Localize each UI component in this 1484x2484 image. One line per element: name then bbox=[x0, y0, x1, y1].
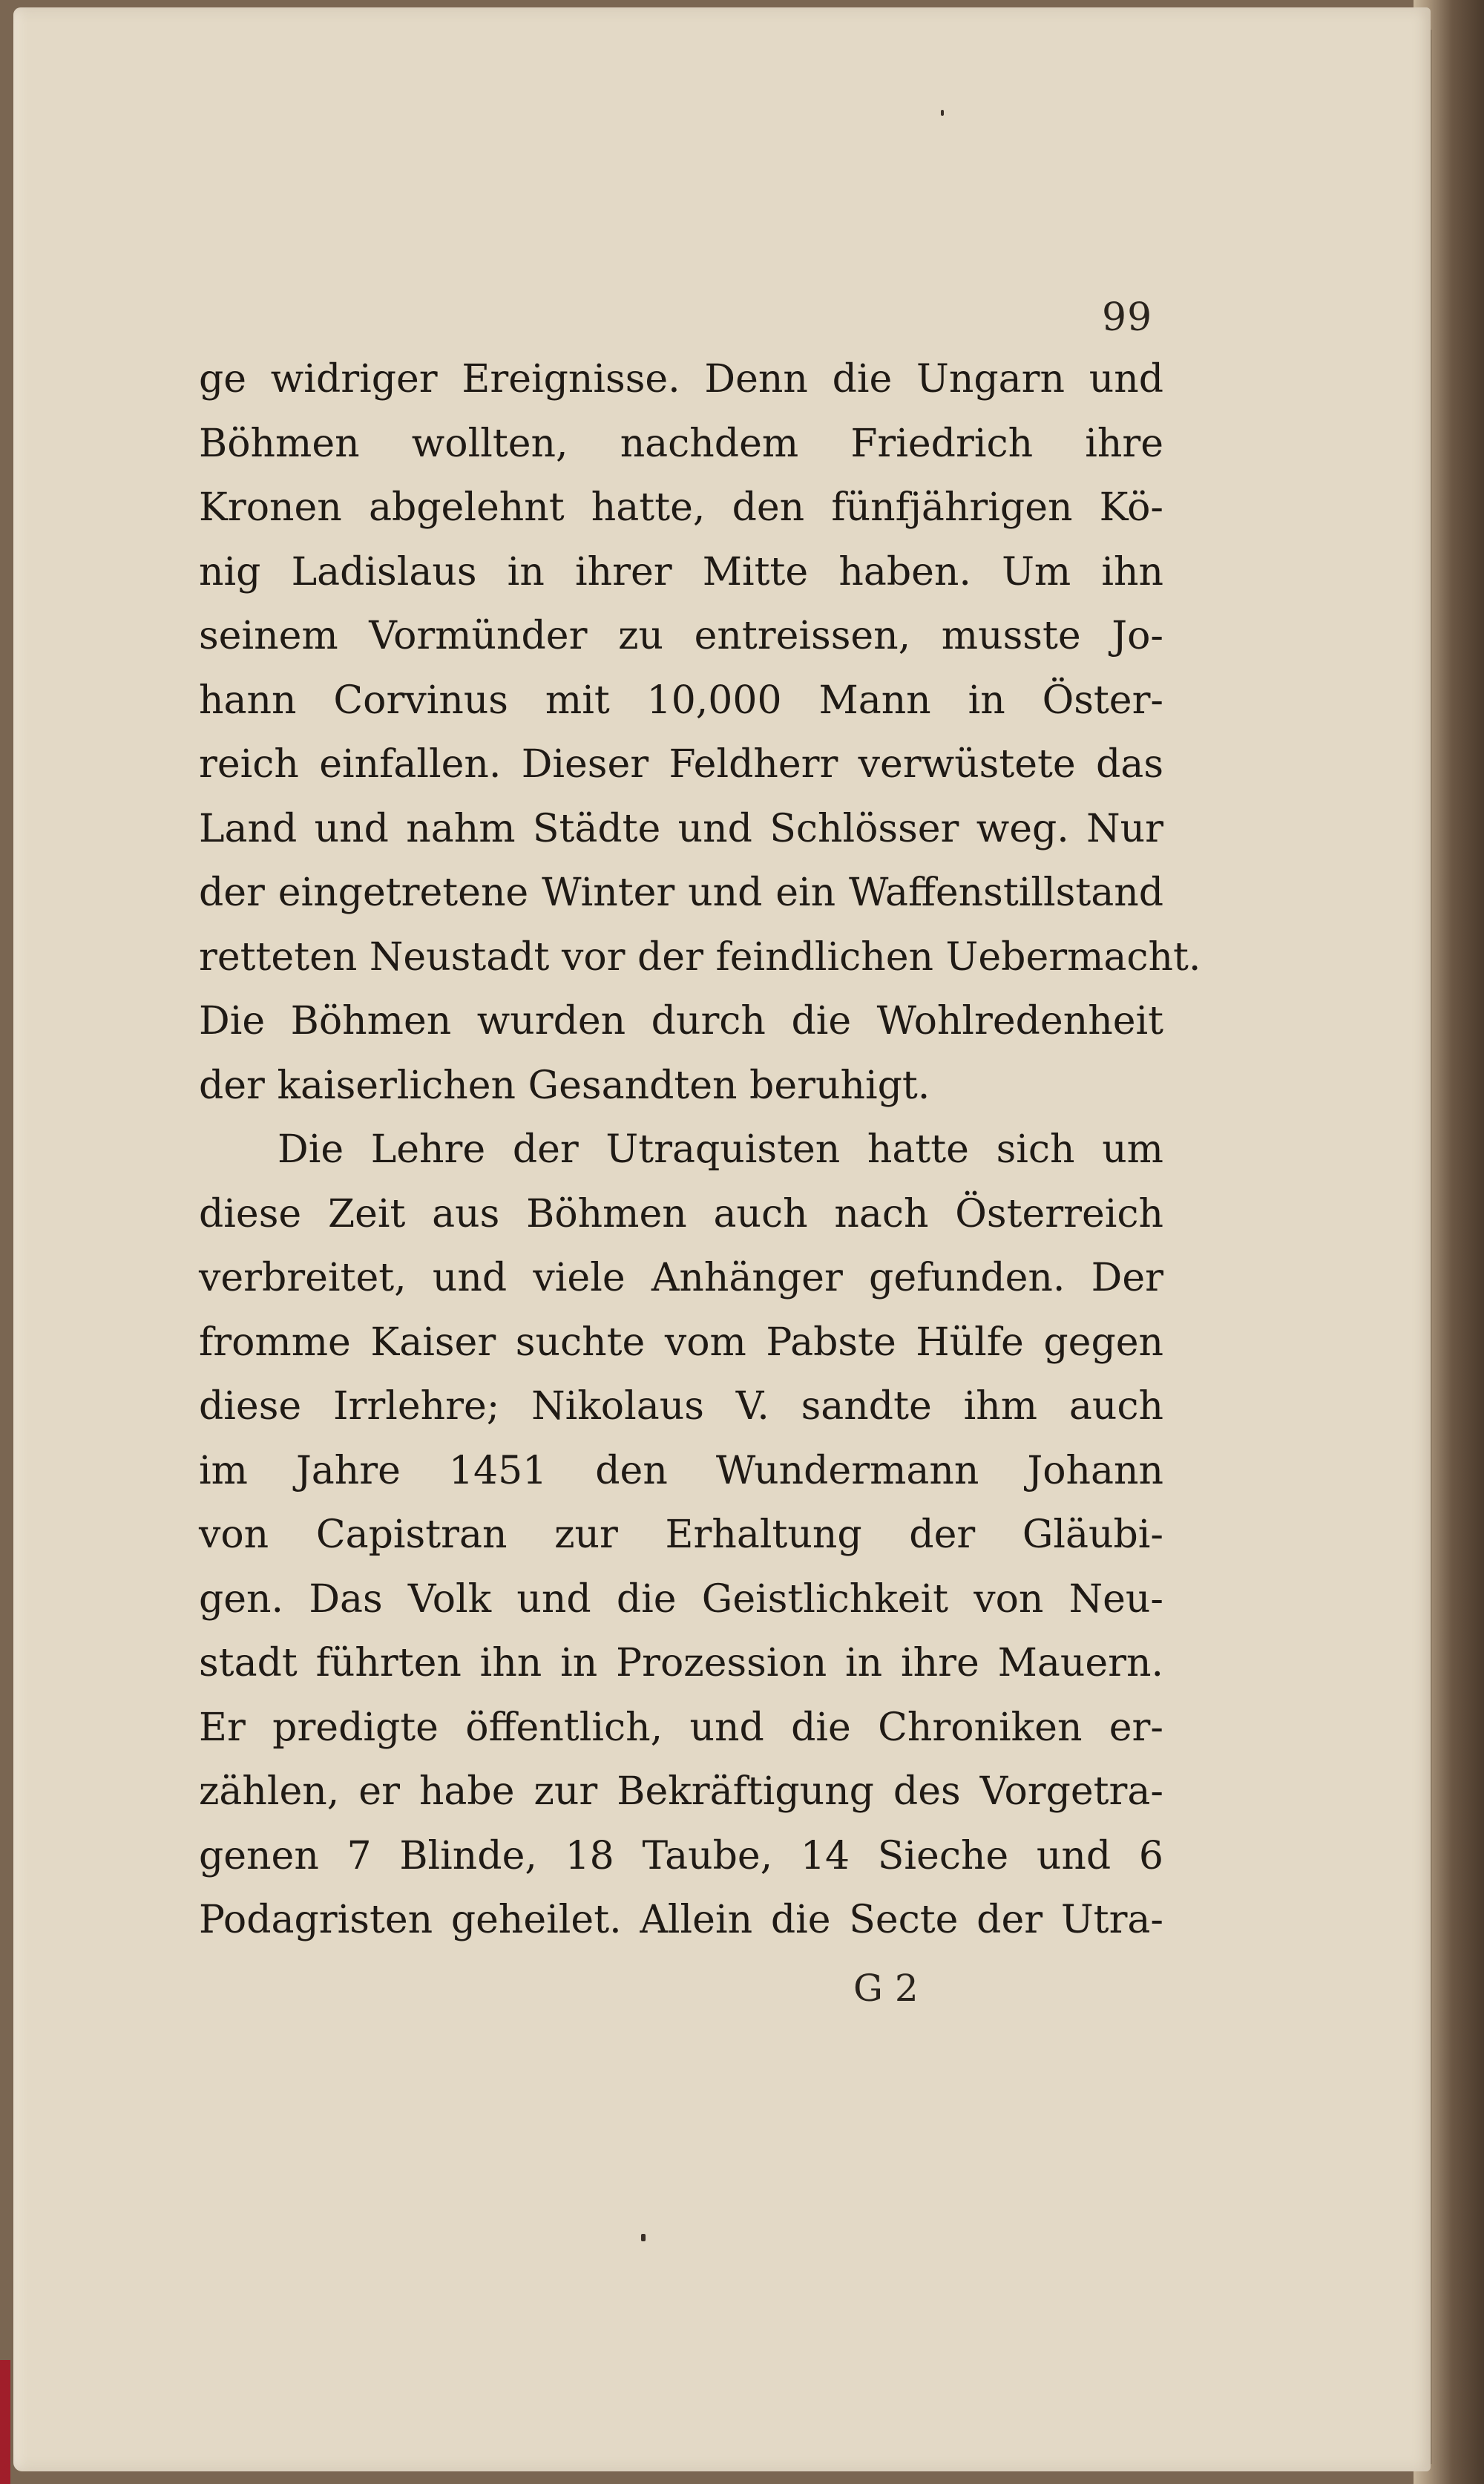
paper-speck bbox=[641, 2234, 646, 2241]
text-line: fromme Kaiser suchte vom Pabste Hülfe gegen bbox=[199, 1320, 1163, 1365]
body-text bbox=[199, 347, 1201, 1953]
page-number: 99 bbox=[1102, 295, 1153, 340]
text-line: verbreitet, und viele Anhänger gefunden. Der bbox=[199, 1256, 1163, 1300]
text-line: hann Corvinus mit 10,000 Mann in Öster- bbox=[199, 678, 1163, 723]
text-line: Kronen abgelehnt hatte, den fünfjährigen Kö- bbox=[199, 485, 1163, 530]
text-line: gen. Das Volk und die Geistlichkeit von Neu- bbox=[199, 1576, 1163, 1622]
text-line: retteten Neustadt vor der feindlichen Uebermacht. bbox=[199, 934, 1201, 980]
text-line: seinem Vormünder zu entreissen, musste Jo- bbox=[199, 614, 1163, 658]
bookmark-ribbon bbox=[0, 2360, 10, 2484]
text-line: diese Irrlehre; Nikolaus V. sandte ihm auch bbox=[199, 1384, 1163, 1429]
paragraph-start-line: Die Lehre der Utraquisten hatte sich um bbox=[278, 1127, 1163, 1172]
text-line: ge widriger Ereignisse. Denn die Ungarn und bbox=[199, 357, 1163, 402]
text-line: zählen, er habe zur Bekräftigung des Vorgetra- bbox=[199, 1769, 1163, 1814]
text-line: nig Ladislaus in ihrer Mitte haben. Um ihn bbox=[199, 549, 1163, 594]
text-line: stadt führten ihn in Prozession in ihre Mauern. bbox=[199, 1641, 1163, 1685]
text-line: diese Zeit aus Böhmen auch nach Österreich bbox=[199, 1191, 1163, 1236]
text-line: Er predigte öffentlich, und die Chroniken er- bbox=[199, 1705, 1163, 1750]
text-line: genen 7 Blinde, 18 Taube, 14 Sieche und 6 bbox=[199, 1833, 1163, 1878]
text-line: von Capistran zur Erhaltung der Gläubi- bbox=[199, 1513, 1163, 1557]
paper-speck bbox=[941, 110, 944, 116]
paragraph-end-line: der kaiserlichen Gesandten beruhigt. bbox=[199, 1063, 930, 1108]
text-line: Land und nahm Städte und Schlösser weg. Nur bbox=[199, 806, 1163, 851]
printer-signature-mark: G 2 bbox=[853, 1967, 919, 2010]
text-line: Böhmen wollten, nachdem Friedrich ihre bbox=[199, 421, 1163, 466]
text-line: im Jahre 1451 den Wundermann Johann bbox=[199, 1448, 1163, 1493]
text-line: Die Böhmen wurden durch die Wohlredenheit bbox=[199, 999, 1163, 1043]
text-line: reich einfallen. Dieser Feldherr verwüstete das bbox=[199, 742, 1163, 787]
text-line: der eingetretene Winter und ein Waffenstillstand bbox=[199, 871, 1163, 915]
text-line: Podagristen geheilet. Allein die Secte der Utra- bbox=[199, 1898, 1163, 1942]
